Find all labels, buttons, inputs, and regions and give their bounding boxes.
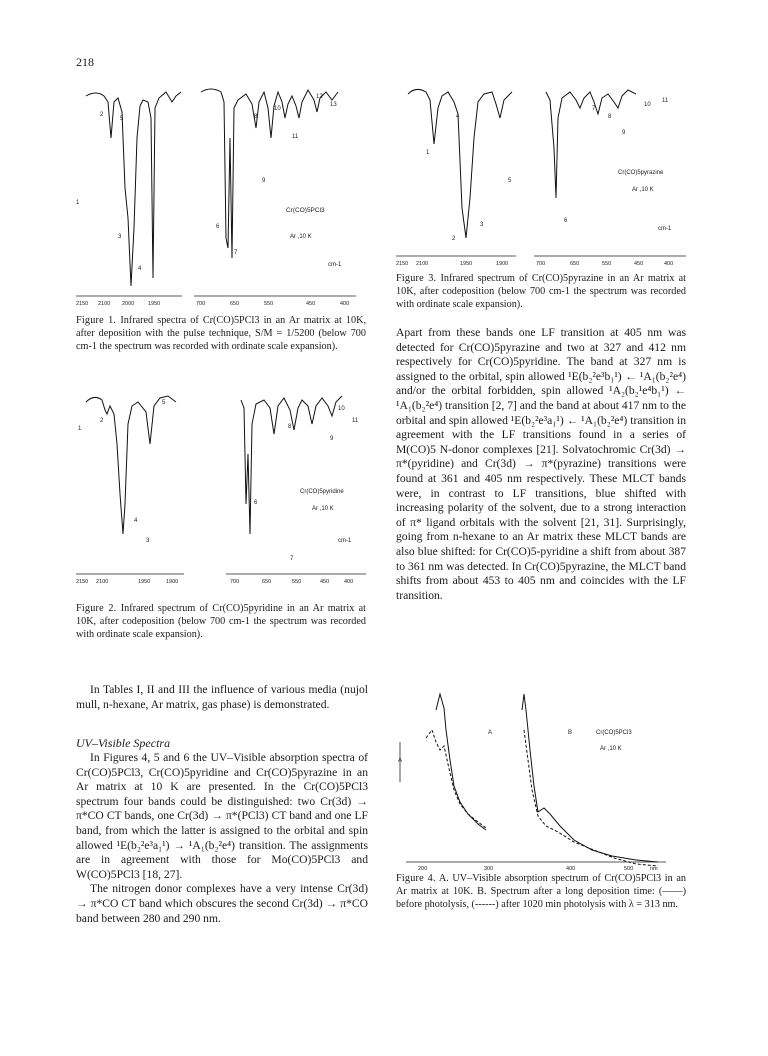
- figure-2-tick: 1900: [166, 579, 179, 585]
- figure-3-tick: 1900: [496, 261, 509, 267]
- figure-3-peak-label: 1: [426, 150, 430, 156]
- figure-3-conditions: Ar ,10 K: [632, 187, 654, 193]
- left-paragraph-2: [76, 751, 368, 926]
- figure-1-compound: Cr(CO)5PCl3: [286, 207, 325, 214]
- figure-1-peak-label: 11: [292, 134, 299, 140]
- figure-2-peak-label: 9: [330, 436, 334, 442]
- figure-2-tick: 650: [262, 579, 272, 585]
- figure-4-unit: nm: [650, 866, 658, 872]
- page-number: 218: [76, 55, 94, 69]
- figure-4-spectrum: [396, 690, 686, 870]
- figure-2-tick: 2150: [76, 579, 89, 585]
- figure-2-peak-label: 2: [100, 418, 104, 424]
- figure-3-tick: 2150: [396, 261, 409, 267]
- figure-1-peak-label: 7: [234, 250, 238, 256]
- figure-4-trace-a-dashed: [426, 730, 486, 828]
- figure-3-tick: 650: [570, 261, 580, 267]
- figure-1-peak-label: 6: [216, 224, 220, 230]
- figure-2-tick: 550: [292, 579, 302, 585]
- figure-2-peak-label: 1: [78, 426, 82, 432]
- figure-4-tick: 200: [418, 866, 428, 872]
- figure-4-trace-b-dashed: [524, 730, 658, 866]
- figure-3-trace-right: [546, 90, 636, 198]
- figure-2: [76, 384, 366, 584]
- figure-2-tick: 1950: [138, 579, 151, 585]
- right-paragraph-1-text: Apart from these bands one LF transition at 405 nm was detected for Cr(CO)5pyrazine and two at 327 and 412 nm respectively for Cr(CO)5pyridine. The band at 327 nm is assigned to the orbital, spin allowed ¹E(b₂²e³b₁¹) ← ¹A₁(b₂²e⁴) and/or the orbital forbidden, spin allowed ¹A₂(b₂¹e⁴b₁¹) ← ¹A₁(b₂²e⁴) transition [2, 7] and the band at about 417 nm to the orbital and spin allowed ¹E(b₂²e³a₁¹) ← ¹A₁(b₂²e⁴) transition in agreement with the LF transitions found in a series of M(CO)5 N-donor complexes [21]. Solvatochromic Cr(3d) → π*(pyridine) and Cr(3d) → π*(pyrazine) transitions were found at 361 and 405 nm respectively. These MLCT bands were, in contrast to LF transitions, blue shifted with increasing polarity of the solvent, due to a strong interaction of π* ligand orbitals with the solvent [21, 31]. Surprisingly, going from n-hexane to an Ar matrix these MLCT bands are also blue shifted: for Cr(CO)5-pyridine a shift from about 387 to 361 nm was detected. In Cr(CO)5pyrazine, the MLCT band shifts from about 453 to 405 nm and coincides with the LF transition.: [396, 326, 686, 602]
- figure-3-caption-label: Figure 3.: [396, 273, 437, 284]
- section-heading: UV–Visible Spectra: [76, 736, 171, 750]
- figure-1-caption: [76, 314, 366, 353]
- figure-1-tick: 2100: [98, 301, 111, 307]
- figure-1-conditions: Ar ,10 K: [290, 234, 312, 240]
- figure-1-tick: 650: [230, 301, 240, 307]
- figure-3-peak-label: 10: [644, 102, 651, 108]
- figure-1-peak-labels: [76, 94, 337, 272]
- left-paragraph-1-text: In Tables I, II and III the influence of various media (nujol mull, n-hexane, Ar matrix, gas phase) is demonstrated.: [76, 683, 368, 711]
- left-paragraph-1: [76, 683, 368, 712]
- figure-1-peak-label: 4: [138, 266, 142, 272]
- figure-2-peak-label: 5: [162, 400, 166, 406]
- figure-3-trace-left: [408, 89, 512, 238]
- figure-4-trace-b-solid: [522, 694, 658, 862]
- left-paragraph-2-text: In Figures 4, 5 and 6 the UV–Visible absorption spectra of Cr(CO)5PCl3, Cr(CO)5pyridine and Cr(CO)5pyrazine in an Ar matrix at 10 K are presented. In the Cr(CO)5PCl3 spectrum four bands could be distinguished: two Cr(3d) → π*CO CT bands, one Cr(3d) → π*(PCl3) CT band and one LF band, from which the latter is assigned to the orbital and spin allowed ¹E(b₂²e³a₁¹) → ¹A₁(b₂²e⁴) transition. The assignments are in agreement with those for Mo(CO)5PCl3 and W(CO)5PCl3 [18, 27].: [76, 751, 368, 881]
- figure-1-axis-ticks: [76, 301, 349, 307]
- figure-4-tick: 400: [566, 866, 576, 872]
- figure-2-peak-label: 4: [134, 518, 138, 524]
- figure-2-peak-labels: [78, 400, 359, 562]
- figure-2-tick: 2100: [96, 579, 109, 585]
- figure-4-trace-a-solid: [436, 694, 486, 830]
- figure-4-compound: Cr(CO)5PCl3: [596, 730, 632, 736]
- figure-1-peak-label: 12: [316, 94, 323, 100]
- figure-4-ordinate-label: A: [398, 758, 403, 764]
- figure-2-caption-text: Infrared spectrum of Cr(CO)5pyridine in an Ar matrix at 10K, after codeposition (below 700 cm-1 the spectrum was recorded with ordinate scale expansion).: [76, 603, 366, 640]
- figure-3-peak-label: 5: [508, 178, 512, 184]
- figure-1-peak-label: 10: [274, 106, 281, 112]
- figure-3-caption: [396, 272, 686, 311]
- left-paragraph-3-text: The nitrogen donor complexes have a very intense Cr(3d) → π*CO CT band which obscures the second Cr(3d) → π*CO band between 280 and 290 nm.: [76, 882, 368, 925]
- figure-1-caption-text: Infrared spectra of Cr(CO)5PCl3 in an Ar matrix at 10K, after deposition with the pulse technique, S/M = 1/5200 (below 700 cm-1 the spectrum was recorded with ordinate scale expansion).: [76, 315, 367, 352]
- figure-3-tick: 450: [634, 261, 644, 267]
- figure-3: [396, 78, 686, 268]
- figure-2-peak-label: 6: [254, 500, 258, 506]
- figure-3-peak-label: 3: [480, 222, 484, 228]
- figure-3-peak-label: 2: [452, 236, 456, 242]
- figure-3-axis-ticks: [396, 261, 673, 267]
- figure-1-trace-right: [201, 89, 338, 258]
- figure-1-tick: 2150: [76, 301, 89, 307]
- figure-4-tick: 500: [624, 866, 634, 872]
- figure-4-conditions: Ar ,10 K: [600, 746, 622, 752]
- figure-2-tick: 450: [320, 579, 330, 585]
- figure-1-peak-label: 13: [330, 102, 337, 108]
- figure-2-peak-label: 11: [352, 418, 359, 424]
- figure-1-trace-left: [86, 92, 181, 286]
- figure-2-peak-label: 8: [288, 424, 292, 430]
- figure-1-tick: 450: [306, 301, 316, 307]
- figure-2-compound: Cr(CO)5pyridine: [300, 489, 344, 495]
- figure-3-peak-label: 9: [622, 130, 626, 136]
- figure-3-caption-text: Infrared spectrum of Cr(CO)5pyrazine in an Ar matrix at 10K, after codeposition (below 700 cm-1 the spectrum was recorded with ordinate scale expansion).: [396, 273, 687, 310]
- figure-2-trace-right: [241, 396, 342, 534]
- figure-4-caption-label: Figure 4.: [396, 873, 436, 884]
- figure-1-peak-label: 9: [262, 178, 266, 184]
- figure-3-tick: 700: [536, 261, 546, 267]
- figure-1-caption-label: Figure 1.: [76, 315, 117, 326]
- figure-2-trace-left: [86, 396, 176, 534]
- figure-3-peak-label: 11: [662, 98, 669, 104]
- figure-1-peak-label: 5: [120, 116, 124, 122]
- figure-3-tick: 400: [664, 261, 674, 267]
- figure-4-caption: [396, 872, 686, 911]
- figure-1-tick: 550: [264, 301, 274, 307]
- figure-3-peak-label: 8: [608, 114, 612, 120]
- figure-4-tick: 300: [484, 866, 494, 872]
- figure-2-axis-ticks: [76, 579, 353, 585]
- figure-2-tick: 400: [344, 579, 354, 585]
- figure-2-peak-label: 7: [290, 556, 294, 562]
- figure-2-conditions: Ar ,10 K: [312, 506, 334, 512]
- figure-1-tick: 1950: [148, 301, 161, 307]
- figure-1-tick: 700: [196, 301, 206, 307]
- figure-3-peak-label: 6: [564, 218, 568, 224]
- figure-1-peak-label: 1: [76, 200, 80, 206]
- figure-1-spectrum: [76, 78, 366, 310]
- figure-2-tick: 700: [230, 579, 240, 585]
- figure-3-unit: cm-1: [658, 226, 672, 232]
- figure-4: [396, 690, 686, 870]
- figure-2-caption-label: Figure 2.: [76, 603, 117, 614]
- figure-2-unit: cm-1: [338, 538, 352, 544]
- figure-4-caption-text: A. UV–Visible absorption spectrum of Cr(CO)5PCl3 in an Ar matrix at 10K. B. Spectrum after a long deposition time: (——) before photolysis, (------) after 1020 min photolysis with λ = 313 nm.: [396, 873, 687, 910]
- figure-3-tick: 2100: [416, 261, 429, 267]
- figure-3-spectrum: [396, 78, 686, 268]
- figure-3-compound: Cr(CO)5pyrazine: [618, 170, 664, 176]
- figure-1-peak-label: 3: [118, 234, 122, 240]
- figure-1-unit: cm-1: [328, 262, 342, 268]
- figure-3-tick: 550: [602, 261, 612, 267]
- figure-2-caption: [76, 602, 366, 641]
- figure-2-peak-label: 10: [338, 406, 345, 412]
- figure-3-peak-label: 4: [456, 114, 460, 120]
- figure-1-peak-label: 2: [100, 112, 104, 118]
- figure-4-label-a: A: [488, 730, 493, 736]
- figure-4-label-b: B: [568, 730, 573, 736]
- figure-2-spectrum: [76, 384, 366, 584]
- figure-1-tick: 2000: [122, 301, 135, 307]
- figure-3-tick: 1950: [460, 261, 473, 267]
- right-paragraph-1: [396, 326, 686, 603]
- figure-3-peak-label: 7: [592, 106, 596, 112]
- figure-2-peak-label: 3: [146, 538, 150, 544]
- figure-1-peak-label: 8: [254, 114, 258, 120]
- figure-1-tick: 400: [340, 301, 350, 307]
- figure-1: [76, 78, 366, 310]
